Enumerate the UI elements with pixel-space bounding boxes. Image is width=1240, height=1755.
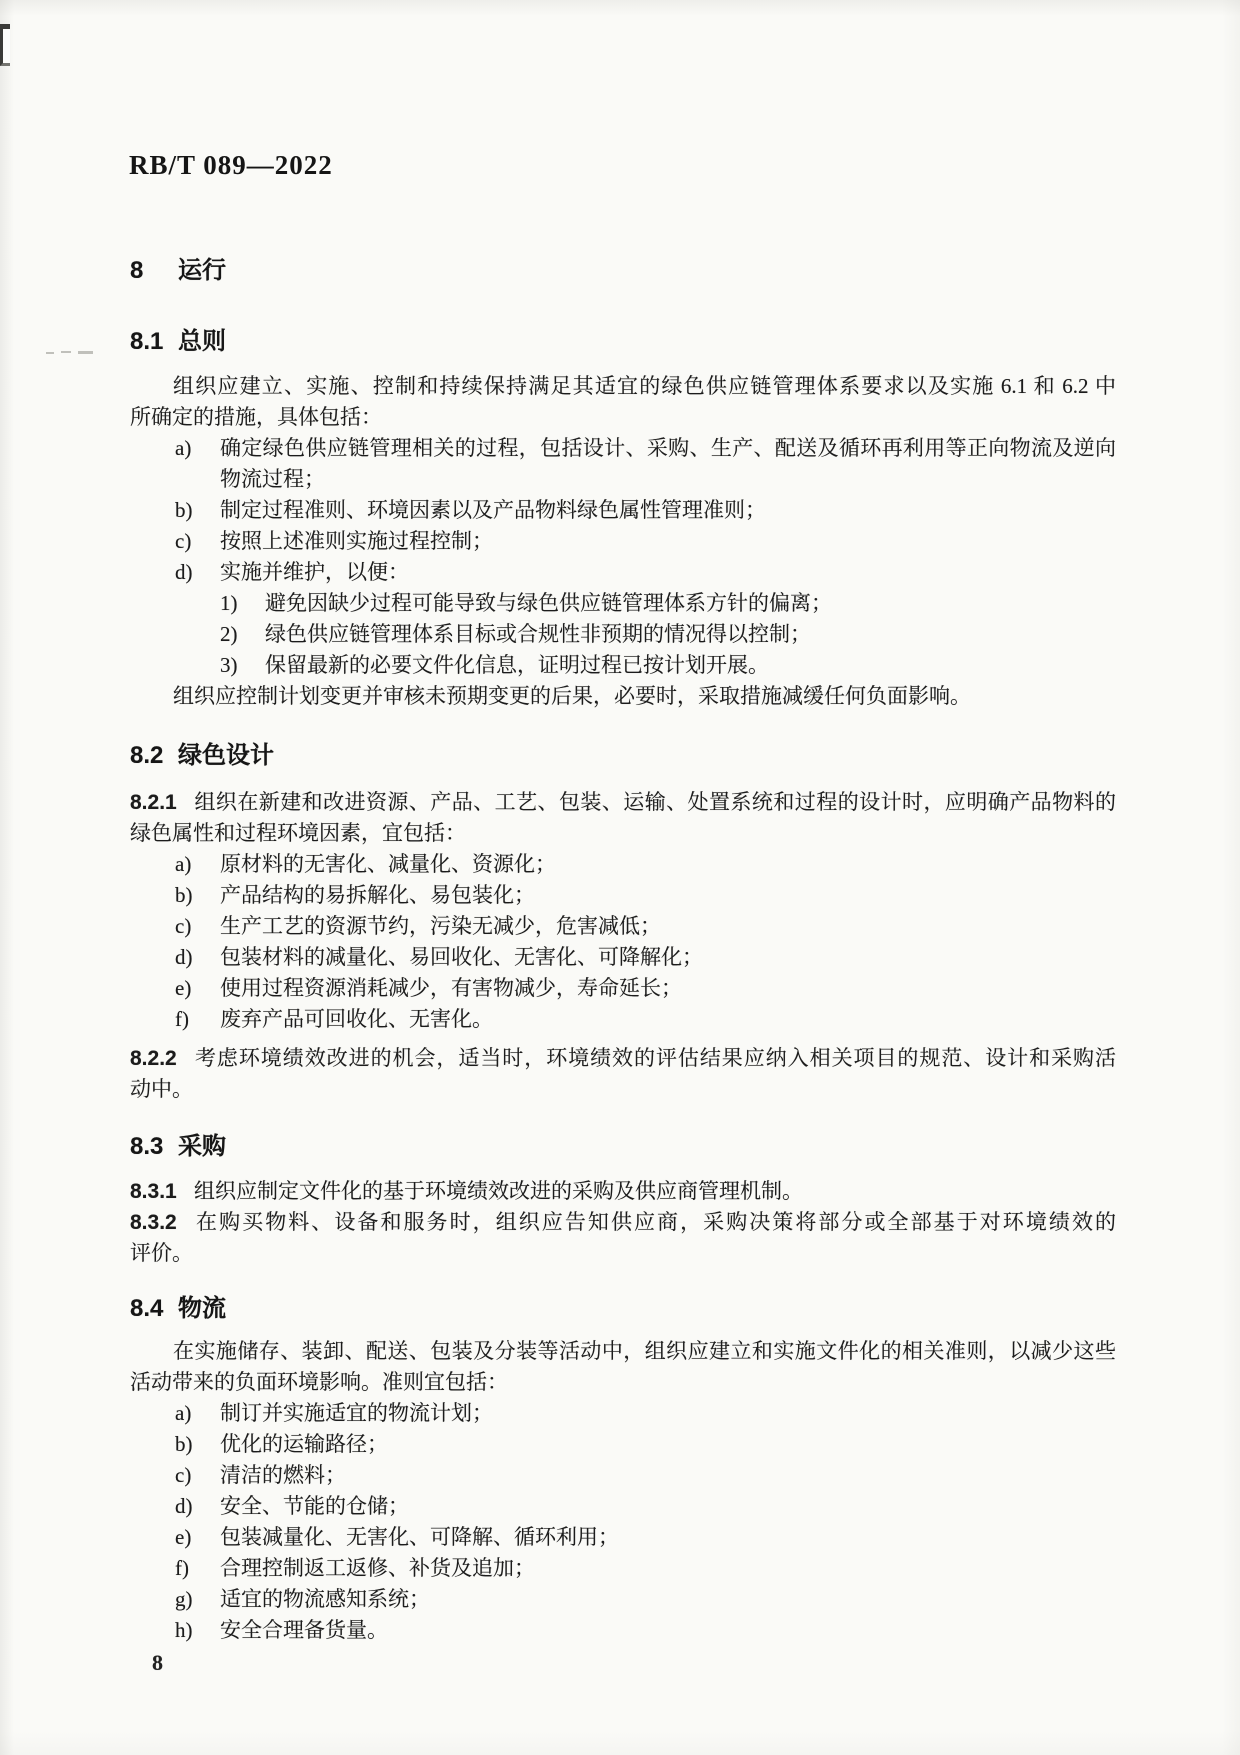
- section-title: 采购: [178, 1133, 226, 1160]
- paragraph-line: 在实施储存、装卸、配送、包装及分装等活动中，组织应建立和实施文件化的相关准则，以减少这些: [173, 1339, 1116, 1363]
- paragraph-line: 组织应控制计划变更并审核未预期变更的后果，必要时，采取措施减缓任何负面影响。: [173, 684, 971, 708]
- list-item-line: 合理控制返工返修、补货及追加；: [220, 1556, 535, 1580]
- scan-edge-artifact: [61, 351, 71, 353]
- list-item: [130, 849, 1116, 880]
- list-item-label: b): [175, 883, 193, 907]
- list-item-label: f): [175, 1556, 189, 1580]
- list-item: [130, 880, 1116, 911]
- list-item: [130, 1004, 1116, 1035]
- section-8-2-heading: [130, 740, 1116, 771]
- list-item: [130, 495, 1116, 526]
- section-title: 物流: [178, 1295, 226, 1322]
- paragraph-line: 所确定的措施，具体包括：: [130, 405, 382, 429]
- section-number: 8.1: [130, 328, 164, 355]
- paragraph-line: 组织应建立、实施、控制和持续保持满足其适宜的绿色供应链管理体系要求以及实施 6.1 和 6.2 中: [173, 374, 1116, 398]
- sub-list-item-line: 避免因缺少过程可能导致与绿色供应链管理体系方针的偏离；: [265, 591, 832, 615]
- list-item: [130, 973, 1116, 1004]
- clause-text: 组织应制定文件化的基于环境绩效改进的采购及供应商管理机制。: [194, 1179, 803, 1203]
- section-8-4-heading: [130, 1293, 1116, 1324]
- section-8-3-heading: [130, 1131, 1116, 1162]
- list-item-label: d): [175, 560, 193, 584]
- list-item: [130, 911, 1116, 942]
- list-item-line: 清洁的燃料；: [220, 1463, 346, 1487]
- list-item-label: g): [175, 1587, 193, 1611]
- list-item-label: b): [175, 1432, 193, 1456]
- list-item: [130, 942, 1116, 973]
- sub-list-item: [130, 650, 1116, 681]
- list-item-line: 使用过程资源消耗减少，有害物减少，寿命延长；: [220, 976, 682, 1000]
- list-item: [130, 526, 1116, 557]
- standard-code: RB/T 089—2022: [129, 150, 333, 180]
- list-item-label: b): [175, 498, 193, 522]
- list-item-line: 废弃产品可回收化、无害化。: [220, 1007, 493, 1031]
- clause-8-2-1: [130, 787, 1116, 849]
- list-item-label: c): [175, 529, 192, 553]
- list-item: [130, 1615, 1116, 1646]
- sub-list-item-line: 绿色供应链管理体系目标或合规性非预期的情况得以控制；: [265, 622, 811, 646]
- list-item: [130, 1584, 1116, 1615]
- list-item-line: 原材料的无害化、减量化、资源化；: [220, 852, 556, 876]
- sub-list-item-line: 保留最新的必要文件化信息，证明过程已按计划开展。: [265, 653, 769, 677]
- sub-list-item: [130, 588, 1116, 619]
- list-item-label: f): [175, 1007, 189, 1031]
- clause-number: 8.3.1: [130, 1180, 177, 1203]
- list-item-line: 制定过程准则、环境因素以及产品物料绿色属性管理准则；: [220, 498, 766, 522]
- clause-number: 8.2.1: [130, 791, 177, 814]
- list-item-line: 制订并实施适宜的物流计划；: [220, 1401, 493, 1425]
- list-item-label: h): [175, 1618, 193, 1642]
- paragraph-line: 活动带来的负面环境影响。准则宜包括：: [130, 1370, 508, 1394]
- list-item-line: 包装材料的减量化、易回收化、无害化、可降解化；: [220, 945, 703, 969]
- sub-list-item-label: 2): [220, 622, 238, 646]
- section-number: 8.4: [130, 1295, 164, 1322]
- section-title: 绿色设计: [178, 742, 274, 769]
- list-item-line: 安全合理备货量。: [220, 1618, 388, 1642]
- clause-line: 动中。: [130, 1077, 193, 1101]
- section-8-heading: [130, 255, 1116, 286]
- scan-edge-artifact: [78, 351, 93, 354]
- list-item-line: 产品结构的易拆解化、易包装化；: [220, 883, 535, 907]
- section-number: 8: [130, 257, 144, 284]
- list-item: [130, 1491, 1116, 1522]
- clause-line: [130, 1043, 1116, 1074]
- clause-8-3-2: [130, 1207, 1116, 1269]
- sub-list-item-label: 3): [220, 653, 238, 677]
- list-item-line: 实施并维护，以便：: [220, 560, 409, 584]
- clause-number: 8.2.2: [130, 1047, 177, 1070]
- clause-text: 在购买物料、设备和服务时，组织应告知供应商，采购决策将部分或全部基于对环境绩效的: [194, 1210, 1116, 1234]
- list-item-label: c): [175, 914, 192, 938]
- list-item-label: d): [175, 1494, 193, 1518]
- scan-corner-artifact: [0, 24, 10, 66]
- section-number: 8.3: [130, 1133, 164, 1160]
- clause-line: 绿色属性和过程环境因素，宜包括：: [130, 821, 466, 845]
- list-item-label: a): [175, 1401, 192, 1425]
- page-body: [130, 255, 1116, 1646]
- section-number: 8.2: [130, 742, 164, 769]
- list-item-line: 包装减量化、无害化、可降解、循环利用；: [220, 1525, 619, 1549]
- paragraph-8-4-intro: [130, 1336, 1116, 1398]
- clause-text: 组织在新建和改进资源、产品、工艺、包装、运输、处置系统和过程的设计时，应明确产品物料的: [194, 790, 1116, 814]
- list-item: [130, 1553, 1116, 1584]
- sub-list-item-label: 1): [220, 591, 238, 615]
- list-item-line: 优化的运输路径；: [220, 1432, 388, 1456]
- list-item-label: a): [175, 852, 192, 876]
- section-title: 总则: [178, 328, 226, 355]
- clause-number: 8.3.2: [130, 1211, 177, 1234]
- list-item-line: 生产工艺的资源节约，污染无减少，危害减低；: [220, 914, 661, 938]
- list-item-label: e): [175, 976, 192, 1000]
- section-title: 运行: [178, 257, 226, 284]
- list-item: [130, 1429, 1116, 1460]
- list-item-line: 按照上述准则实施过程控制；: [220, 529, 493, 553]
- list-item: [130, 557, 1116, 588]
- list-item-label: c): [175, 1463, 192, 1487]
- list-item-label: a): [175, 436, 192, 460]
- section-8-1-heading: [130, 326, 1116, 357]
- clause-text: 考虑环境绩效改进的机会，适当时，环境绩效的评估结果应纳入相关项目的规范、设计和采购活: [194, 1046, 1116, 1070]
- clause-8-3-1: [130, 1176, 1116, 1207]
- clause-line: [130, 787, 1116, 818]
- list-item: [130, 1522, 1116, 1553]
- sub-list-item: [130, 619, 1116, 650]
- scan-edge-artifact: [46, 352, 54, 354]
- list-item: [130, 1460, 1116, 1491]
- clause-line: [130, 1176, 1116, 1207]
- list-item: [130, 1398, 1116, 1429]
- list-item-line: 确定绿色供应链管理相关的过程，包括设计、采购、生产、配送及循环再利用等正向物流及逆向: [220, 436, 1116, 460]
- list-item-line: 适宜的物流感知系统；: [220, 1587, 430, 1611]
- list-item-label: e): [175, 1525, 192, 1549]
- page-number: 8: [152, 1650, 163, 1675]
- paragraph-8-1-intro: [130, 371, 1116, 433]
- clause-line: [130, 1207, 1116, 1238]
- clause-line: 评价。: [130, 1241, 193, 1265]
- list-item-line: 物流过程；: [220, 467, 325, 491]
- list-item: [130, 433, 1116, 495]
- list-item-label: d): [175, 945, 193, 969]
- clause-8-2-2: [130, 1043, 1116, 1105]
- paragraph-8-1-closing: [130, 681, 1116, 712]
- list-item-line: 安全、节能的仓储；: [220, 1494, 409, 1518]
